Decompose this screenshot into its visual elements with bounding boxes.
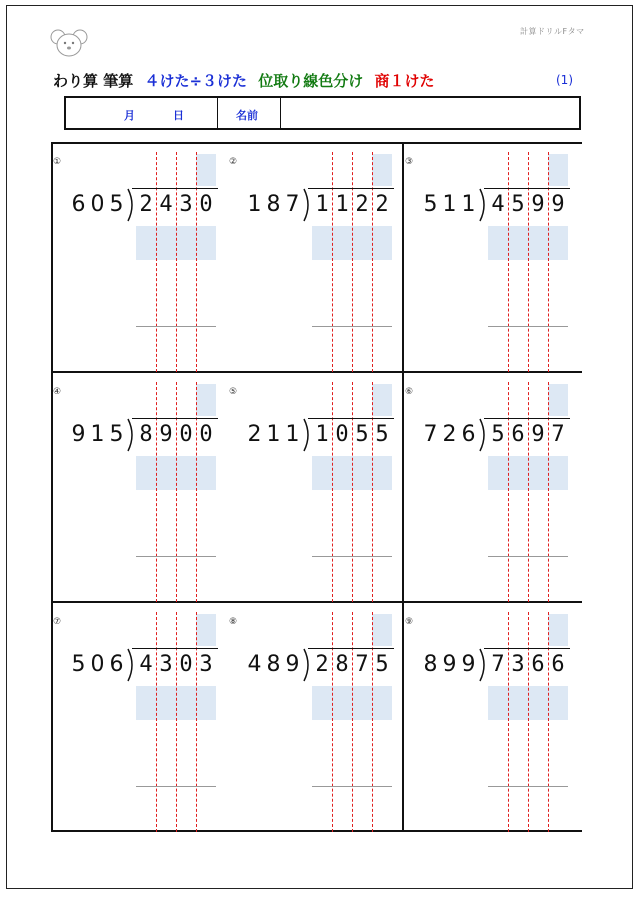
dividend-digit: 9: [531, 192, 545, 217]
dividend-digit: 1: [335, 192, 349, 217]
worksheet-title: [53, 70, 441, 91]
divisor-digit: 2: [247, 422, 262, 447]
divisor: [69, 652, 126, 677]
place-value-guide-line: [156, 152, 157, 372]
problem-cell: [227, 602, 404, 832]
subtraction-line: [136, 556, 216, 557]
quotient-answer-box[interactable]: [196, 154, 216, 186]
place-value-guide-line: [372, 612, 373, 832]
problem-number: ⑤: [229, 387, 238, 397]
place-value-guide-line: [508, 152, 509, 372]
divisor-digit: 6: [461, 422, 476, 447]
place-value-guide-line: [156, 612, 157, 832]
problem-cell: [403, 602, 580, 832]
division-bracket-icon: [478, 418, 488, 452]
dividend-digit: 2: [139, 192, 153, 217]
quotient-answer-box[interactable]: [548, 384, 568, 416]
problem-cell: [51, 372, 228, 602]
title-part-1: わり算 筆算: [53, 72, 134, 90]
problem-cell: [51, 602, 228, 832]
dividend-digit: 3: [179, 192, 193, 217]
problem-cell: [227, 142, 404, 372]
divisor-digit: 1: [90, 422, 105, 447]
divisor-digit: 1: [266, 422, 281, 447]
divisor-digit: 2: [442, 422, 457, 447]
title-part-3: 位取り線色分け: [258, 72, 364, 90]
divisor: [421, 652, 478, 677]
problem-cell: [403, 372, 580, 602]
dividend-digit: 6: [531, 652, 545, 677]
place-value-guide-line: [196, 612, 197, 832]
divisor: [245, 652, 302, 677]
problem-cell: [51, 142, 228, 372]
quotient-answer-box[interactable]: [196, 384, 216, 416]
division-overline: [484, 648, 570, 649]
subtraction-line: [136, 786, 216, 787]
place-value-guide-line: [196, 382, 197, 602]
subtraction-line: [488, 326, 568, 327]
division-overline: [308, 648, 394, 649]
brand-name: 計算ドリルFタマ: [520, 27, 585, 36]
name-label: 名前: [236, 109, 258, 122]
place-value-guide-line: [352, 152, 353, 372]
dividend-digit: 9: [531, 422, 545, 447]
quotient-answer-box[interactable]: [372, 384, 392, 416]
dividend-digit: 5: [491, 422, 505, 447]
dividend-digit: 7: [491, 652, 505, 677]
place-value-guide-line: [156, 382, 157, 602]
divisor-digit: 5: [71, 652, 86, 677]
month-label: 月: [124, 109, 135, 122]
problem-number: ⑨: [405, 617, 414, 627]
subtraction-line: [312, 786, 392, 787]
dividend-digit: 0: [199, 422, 213, 447]
subtraction-line: [312, 326, 392, 327]
dividend-digit: 5: [375, 652, 389, 677]
place-value-guide-line: [352, 382, 353, 602]
dividend-digit: 5: [375, 422, 389, 447]
division-overline: [132, 648, 218, 649]
division-bracket-icon: [302, 648, 312, 682]
subtraction-line: [136, 326, 216, 327]
header-divider: [280, 98, 281, 128]
quotient-answer-box[interactable]: [372, 154, 392, 186]
problem-number: ②: [229, 157, 238, 167]
dividend-digit: 6: [511, 422, 525, 447]
problem-number: ③: [405, 157, 414, 167]
place-value-guide-line: [332, 152, 333, 372]
place-value-guide-line: [548, 382, 549, 602]
division-bracket-icon: [126, 188, 136, 222]
place-value-guide-line: [332, 612, 333, 832]
quotient-answer-box[interactable]: [548, 614, 568, 646]
problem-cell: [227, 372, 404, 602]
division-overline: [308, 188, 394, 189]
dividend-digit: 6: [551, 652, 565, 677]
divisor-digit: 1: [247, 192, 262, 217]
dividend-digit: 2: [315, 652, 329, 677]
divisor-digit: 9: [71, 422, 86, 447]
place-value-guide-line: [372, 152, 373, 372]
dividend-digit: 3: [199, 652, 213, 677]
place-value-guide-line: [548, 612, 549, 832]
dividend-digit: 4: [491, 192, 505, 217]
divisor-digit: 9: [461, 652, 476, 677]
page-number: (1): [556, 73, 573, 87]
dividend-digit: 4: [159, 192, 173, 217]
divisor-digit: 5: [109, 422, 124, 447]
place-value-guide-line: [176, 382, 177, 602]
title-part-2: ４けた÷３けた: [144, 72, 248, 90]
place-value-guide-line: [176, 612, 177, 832]
divisor-digit: 4: [247, 652, 262, 677]
dividend-digit: 8: [335, 652, 349, 677]
divisor-digit: 6: [71, 192, 86, 217]
problem-number: ⑧: [229, 617, 238, 627]
dividend-digit: 3: [159, 652, 173, 677]
divisor-digit: 7: [285, 192, 300, 217]
place-value-guide-line: [196, 152, 197, 372]
division-overline: [484, 418, 570, 419]
place-value-guide-line: [372, 382, 373, 602]
dividend-digit: 2: [355, 192, 369, 217]
quotient-answer-box[interactable]: [196, 614, 216, 646]
place-value-guide-line: [176, 152, 177, 372]
place-value-guide-line: [528, 612, 529, 832]
quotient-answer-box[interactable]: [372, 614, 392, 646]
divisor-digit: 5: [423, 192, 438, 217]
division-overline: [132, 188, 218, 189]
dividend-digit: 5: [511, 192, 525, 217]
divisor-digit: 1: [442, 192, 457, 217]
dividend-digit: 1: [315, 192, 329, 217]
day-label: 日: [173, 109, 184, 122]
divisor-digit: 1: [285, 422, 300, 447]
dividend-digit: 0: [179, 652, 193, 677]
division-overline: [132, 418, 218, 419]
division-bracket-icon: [478, 188, 488, 222]
divisor: [69, 192, 126, 217]
dividend-digit: 5: [355, 422, 369, 447]
division-bracket-icon: [302, 418, 312, 452]
division-bracket-icon: [126, 648, 136, 682]
division-bracket-icon: [478, 648, 488, 682]
problem-grid: [51, 142, 582, 831]
divisor: [245, 422, 302, 447]
place-value-guide-line: [352, 612, 353, 832]
divisor: [421, 422, 478, 447]
divisor-digit: 8: [266, 192, 281, 217]
place-value-guide-line: [528, 382, 529, 602]
header-divider: [217, 98, 218, 128]
divisor-digit: 5: [109, 192, 124, 217]
dividend-digit: 3: [511, 652, 525, 677]
division-bracket-icon: [302, 188, 312, 222]
dividend-digit: 9: [159, 422, 173, 447]
title-part-4: 商１けた: [374, 72, 435, 90]
divisor-digit: 6: [109, 652, 124, 677]
subtraction-line: [488, 556, 568, 557]
divisor: [421, 192, 478, 217]
dividend-digit: 0: [179, 422, 193, 447]
place-value-guide-line: [528, 152, 529, 372]
divisor-digit: 7: [423, 422, 438, 447]
problem-number: ⑥: [405, 387, 414, 397]
subtraction-line: [312, 556, 392, 557]
division-bracket-icon: [126, 418, 136, 452]
divisor-digit: 1: [461, 192, 476, 217]
divisor-digit: 9: [285, 652, 300, 677]
mouse-logo-icon: [50, 28, 88, 58]
division-overline: [308, 418, 394, 419]
divisor: [245, 192, 302, 217]
dividend-digit: 0: [199, 192, 213, 217]
dividend-digit: 0: [335, 422, 349, 447]
dividend-digit: 2: [375, 192, 389, 217]
place-value-guide-line: [508, 612, 509, 832]
divisor-digit: 0: [90, 192, 105, 217]
divisor-digit: 0: [90, 652, 105, 677]
place-value-guide-line: [548, 152, 549, 372]
dividend-digit: 9: [551, 192, 565, 217]
place-value-guide-line: [508, 382, 509, 602]
problem-number: ⑦: [53, 617, 62, 627]
dividend-digit: 7: [551, 422, 565, 447]
problem-number: ④: [53, 387, 62, 397]
divisor-digit: 9: [442, 652, 457, 677]
divisor-digit: 8: [266, 652, 281, 677]
quotient-answer-box[interactable]: [548, 154, 568, 186]
problem-cell: [403, 142, 580, 372]
division-overline: [484, 188, 570, 189]
problem-number: ①: [53, 157, 62, 167]
divisor: [69, 422, 126, 447]
place-value-guide-line: [332, 382, 333, 602]
dividend-digit: 7: [355, 652, 369, 677]
subtraction-line: [488, 786, 568, 787]
dividend-digit: 1: [315, 422, 329, 447]
dividend-digit: 8: [139, 422, 153, 447]
dividend-digit: 4: [139, 652, 153, 677]
name-date-header: [64, 96, 581, 130]
divisor-digit: 8: [423, 652, 438, 677]
